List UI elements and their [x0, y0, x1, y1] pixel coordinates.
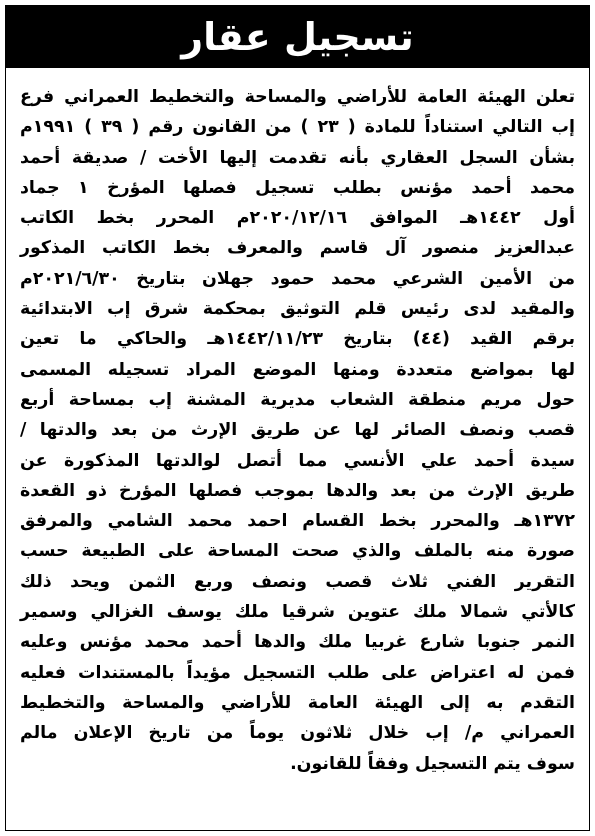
body-line: تعلن الهيئة العامة للأراضي والمساحة والتخطيط العمراني فرع [20, 87, 575, 107]
notice-title: تسجيل عقار [181, 15, 414, 59]
body-line: حول مريم منطقة الشعاب مديرية المشنة إب بمساحة أربع [20, 389, 575, 410]
body-line: ١٣٧٢هـ والمحرر بخط القسام احمد محمد الشامي والمرفق [20, 511, 575, 532]
body-line: عبدالعزيز منصور آل قاسم والمعرف بخط الكاتب المذكور [20, 238, 575, 259]
body-line: من الأمين الشرعي محمد حمود جهلان بتاريخ ٢٠٢١/٦/٣٠م [20, 268, 575, 289]
body-line: لها بمواضع متعددة ومنها الموضع المراد تسجيله المسمى [20, 359, 575, 380]
body-line: إب التالي استناداً للمادة ( ٢٣ ) من القانون رقم ( ٣٩ ) ١٩٩١م [20, 117, 575, 138]
body-line: سوف يتم التسجيل وفقاً للقانون. [290, 753, 575, 774]
body-line: فمن له اعتراض على طلب التسجيل مؤيداً بالمستندات فعليه [20, 662, 575, 683]
body-line: أول ١٤٤٢هـ الموافق ٢٠٢٠/١٢/١٦م المحرر بخط الكاتب [20, 208, 576, 229]
body-line: التقرير الفني ثلاث قصب ونصف وربع الثمن ويحد ذلك [20, 571, 575, 592]
body-line: قصب ونصف الصائر لها عن طريق الإرث من بعد والدتها / [20, 420, 575, 441]
body-line: النمر جنوبا شارع غربيا ملك والدها أحمد محمد مؤنس وعليه [20, 632, 575, 653]
notice-body [20, 82, 575, 779]
title-bar [6, 6, 589, 68]
body-line: برقم القيد (٤٤) بتاريخ ١٤٤٢/١١/٢٣هـ والحاكي ما تعين [20, 329, 575, 350]
body-line: العمراني م/ إب خلال ثلاثون يوماً من تاريخ الإعلان مالم [20, 723, 575, 744]
body-line: بشأن السجل العقاري بأنه تقدمت إليها الأخت / صديقة أحمد [20, 147, 575, 168]
body-line: محمد أحمد مؤنس بطلب تسجيل فصلها المؤرخ ١ جماد [20, 177, 575, 198]
body-line: كالأتي شمالا ملك عتوين شرقيا ملك يوسف الغزالي وسمير [20, 602, 575, 623]
notice-frame [5, 5, 590, 831]
body-line: والمقيد لدى رئيس قلم التوثيق بمحكمة شرق إب الابتدائية [20, 299, 575, 320]
body-line: التقدم به إلى الهيئة العامة للأراضي والمساحة والتخطيط [20, 692, 575, 713]
body-line: سيدة أحمد علي الأنسي مما أتصل لوالدتها المذكورة عن [20, 450, 575, 471]
body-line: طريق الإرث من بعد والدها بموجب فصلها المؤرخ ذو القعدة [20, 480, 575, 501]
body-line: صورة منه بالملف والذي صحت المساحة على الطبيعة حسب [20, 541, 575, 562]
